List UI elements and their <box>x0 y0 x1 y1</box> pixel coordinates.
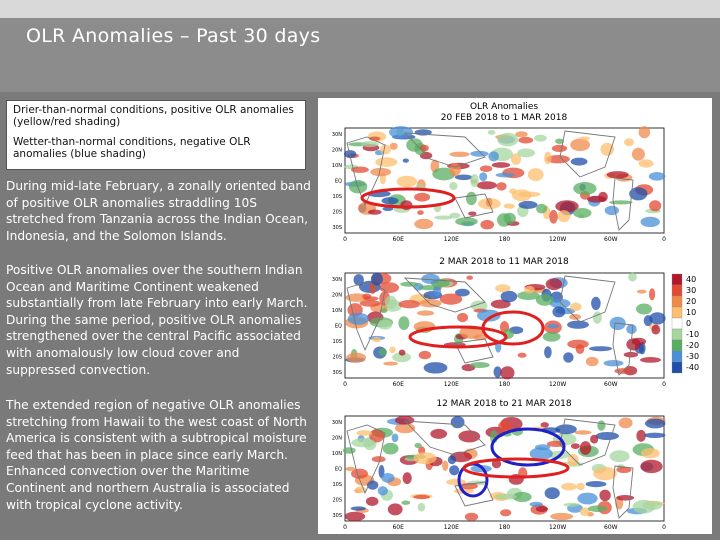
anomaly-shading <box>398 316 409 330</box>
colorbar-swatch <box>672 318 682 329</box>
anomaly-shading <box>642 501 662 510</box>
anomaly-shading <box>591 297 601 310</box>
anomaly-shading <box>645 419 665 429</box>
olr-anomaly-figure <box>318 98 712 534</box>
anomaly-shading <box>557 210 570 222</box>
anomaly-shading <box>345 467 356 471</box>
y-tick-label: EQ <box>334 466 342 473</box>
anomaly-shading <box>392 434 399 443</box>
panel-title: 2 MAR 2018 to 11 MAR 2018 <box>439 257 569 267</box>
anomaly-shading <box>403 472 412 484</box>
anomaly-shading <box>379 282 399 293</box>
x-tick-label: 60W <box>604 524 618 531</box>
anomaly-shading <box>501 291 518 303</box>
anomaly-shading <box>567 321 589 329</box>
x-tick-label: 60E <box>392 524 404 531</box>
colorbar-label: 0 <box>686 319 692 328</box>
x-tick-label: 120E <box>443 236 459 243</box>
anomaly-shading <box>544 346 552 358</box>
anomaly-shading <box>450 152 470 157</box>
anomaly-shading <box>470 174 479 187</box>
colorbar-swatch <box>672 329 682 340</box>
anomaly-shading <box>640 357 661 363</box>
anomaly-shading <box>550 513 573 520</box>
anomaly-shading <box>536 506 548 512</box>
x-tick-label: 120W <box>548 381 567 388</box>
colorbar-label: 20 <box>686 297 697 306</box>
legend-negative-text: Wetter-than-normal conditions, negative OLR anomalies (blue shading) <box>13 136 251 160</box>
anomaly-shading <box>599 490 610 502</box>
anomaly-shading <box>564 503 580 507</box>
anomaly-shading <box>570 302 581 311</box>
anomaly-shading <box>468 212 476 216</box>
anomaly-shading <box>644 315 653 326</box>
anomaly-shading <box>399 350 406 356</box>
anomaly-shading <box>573 182 596 195</box>
anomaly-shading <box>518 137 533 144</box>
colorbar-label: -40 <box>686 363 700 372</box>
paragraph-3: The extended region of negative OLR anomalies stretching from Hawaii to the west coast of North America is consistent with a subtropical moisture feed that has been in place since early March. Enhanced convection over the Maritime Continent and northern Australia is associated with tropical cyclone activity. <box>6 398 308 512</box>
anomaly-shading <box>543 332 561 342</box>
anomaly-shading <box>607 171 629 178</box>
anomaly-shading <box>399 300 421 308</box>
x-tick-label: 60E <box>392 236 404 243</box>
anomaly-shading <box>637 290 647 294</box>
anomaly-shading <box>577 493 597 505</box>
anomaly-shading <box>448 455 456 464</box>
anomaly-shading <box>419 351 431 359</box>
anomaly-shading <box>417 210 424 215</box>
anomaly-shading <box>571 443 580 449</box>
x-tick-label: 180 <box>498 381 511 388</box>
anomaly-shading <box>649 200 661 211</box>
anomaly-shading <box>609 200 633 204</box>
anomaly-shading <box>371 272 383 285</box>
y-tick-label: 10S <box>332 194 342 200</box>
anomaly-shading <box>372 456 386 462</box>
colorbar-swatch <box>672 274 682 285</box>
top-strip <box>0 0 720 18</box>
anomaly-shading <box>649 172 666 181</box>
anomaly-shading <box>649 288 655 300</box>
anomaly-shading <box>570 139 590 152</box>
anomaly-shading <box>356 430 372 436</box>
colorbar-label: 30 <box>686 286 697 295</box>
colorbar-label: -20 <box>686 341 700 350</box>
anomaly-shading <box>545 487 560 499</box>
anomaly-shading <box>518 192 541 198</box>
anomaly-shading <box>547 324 559 329</box>
anomaly-shading <box>596 432 619 440</box>
anomaly-shading <box>619 418 633 429</box>
y-tick-label: 20S <box>332 209 342 216</box>
anomaly-shading <box>466 192 477 206</box>
anomaly-shading <box>433 287 441 297</box>
anomaly-shading <box>575 430 592 434</box>
colorbar-label: -30 <box>686 352 700 361</box>
anomaly-shading <box>449 182 457 190</box>
anomaly-shading <box>639 159 654 167</box>
anomaly-shading <box>362 294 371 300</box>
panel-title: 12 MAR 2018 to 21 MAR 2018 <box>436 399 572 409</box>
anomaly-shading <box>639 126 651 138</box>
x-tick-label: 120W <box>548 524 567 531</box>
anomaly-shading <box>546 278 562 290</box>
anomaly-shading <box>624 138 634 146</box>
anomaly-shading <box>388 503 403 515</box>
anomaly-shading <box>424 362 448 373</box>
map-panel-1 <box>332 113 666 243</box>
anomaly-shading <box>346 353 366 363</box>
anomaly-shading <box>415 443 422 448</box>
colorbar-swatch <box>672 362 682 373</box>
anomaly-shading <box>518 353 527 358</box>
anomaly-shading <box>588 505 607 512</box>
colorbar-swatch <box>672 296 682 307</box>
anomaly-shading <box>470 362 490 368</box>
anomaly-shading <box>389 347 395 354</box>
anomaly-shading <box>528 168 544 181</box>
x-tick-label: 60W <box>604 381 618 388</box>
anomaly-shading <box>466 276 473 280</box>
x-tick-label: 120E <box>443 381 459 388</box>
y-tick-label: 30N <box>331 277 342 283</box>
anomaly-shading <box>549 210 558 224</box>
y-tick-label: 20S <box>332 497 342 504</box>
anomaly-shading <box>616 495 634 501</box>
x-tick-label: 0 <box>662 524 666 531</box>
anomaly-shading <box>401 501 410 505</box>
y-tick-label: 30N <box>331 132 342 138</box>
x-tick-label: 0 <box>343 236 347 243</box>
anomaly-shading <box>495 284 510 292</box>
anomaly-shading <box>628 273 637 282</box>
x-tick-label: 60W <box>604 236 618 243</box>
anomaly-shading <box>380 144 391 154</box>
anomaly-shading <box>640 460 662 473</box>
y-tick-label: 10N <box>331 451 342 457</box>
anomaly-shading <box>397 176 417 188</box>
anomaly-shading <box>449 465 459 475</box>
legend-positive-text: Drier-than-normal conditions, positive OLR anomalies (yellow/red shading) <box>13 104 294 128</box>
anomaly-shading <box>641 448 660 458</box>
anomaly-shading <box>496 182 506 190</box>
anomaly-shading <box>644 433 665 438</box>
paragraph-1: During mid-late February, a zonally oriented band of positive OLR anomalies straddling 10S stretched from Tanzania across the Indian Ocean, Indonesia, and the Solomon Islands. <box>6 179 311 243</box>
anomaly-shading <box>368 210 382 215</box>
anomaly-shading <box>375 157 397 167</box>
anomaly-shading <box>636 304 652 315</box>
anomaly-shading <box>348 313 369 325</box>
colorbar-swatch <box>672 340 682 351</box>
anomaly-shading <box>383 362 398 366</box>
anomaly-shading <box>379 348 387 356</box>
colorbar-swatch <box>672 307 682 318</box>
x-tick-label: 60E <box>392 381 404 388</box>
anomaly-shading <box>587 196 606 203</box>
anomaly-shading <box>488 130 496 135</box>
anomaly-shading <box>576 483 584 490</box>
anomaly-shading <box>477 181 497 189</box>
anomaly-shading <box>576 344 585 354</box>
anomaly-shading <box>626 324 637 334</box>
anomaly-shading <box>417 310 434 315</box>
anomaly-shading <box>385 296 397 309</box>
anomaly-shading <box>515 131 527 137</box>
anomaly-shading <box>343 447 356 454</box>
olr-figure-svg <box>318 98 712 534</box>
anomaly-shading <box>586 357 599 366</box>
x-tick-label: 0 <box>662 381 666 388</box>
anomaly-shading <box>517 148 535 157</box>
anomaly-shading <box>480 165 492 172</box>
anomaly-shading <box>590 435 598 444</box>
anomaly-shading <box>400 200 412 210</box>
anomaly-shading <box>500 509 511 516</box>
anomaly-shading <box>414 452 437 464</box>
anomaly-shading <box>440 294 463 305</box>
map-panel-3 <box>332 399 666 531</box>
slide-title: OLR Anomalies – Past 30 days <box>26 25 321 47</box>
anomaly-shading <box>381 473 394 483</box>
x-tick-label: 120W <box>548 236 567 243</box>
colorbar-label: 40 <box>686 275 697 284</box>
anomaly-shading <box>497 133 518 147</box>
colorbar-label: -10 <box>686 330 700 339</box>
y-tick-label: 10N <box>331 308 342 314</box>
anomaly-shading <box>418 503 426 512</box>
anomaly-shading <box>605 206 619 215</box>
anomaly-shading <box>351 506 366 510</box>
anomaly-shading <box>571 158 588 166</box>
anomaly-shading <box>451 416 465 428</box>
anomaly-shading <box>641 217 660 227</box>
y-tick-label: 30S <box>332 513 342 519</box>
y-tick-label: 10S <box>332 482 342 488</box>
anomaly-shading <box>651 325 660 335</box>
anomaly-shading <box>563 352 573 362</box>
anomaly-shading <box>626 338 641 350</box>
y-tick-label: 20N <box>331 435 342 442</box>
y-tick-label: 10S <box>332 339 342 345</box>
anomaly-shading <box>382 197 399 204</box>
anomaly-shading <box>632 148 645 161</box>
y-tick-label: EQ <box>334 323 342 330</box>
anomaly-shading <box>544 152 551 165</box>
anomaly-shading <box>586 481 607 487</box>
anomaly-shading <box>366 497 379 506</box>
anomaly-shading <box>500 366 514 379</box>
anomaly-shading <box>383 443 399 455</box>
x-tick-label: 180 <box>498 524 511 531</box>
anomaly-shading <box>604 360 624 366</box>
anomaly-shading <box>360 300 381 307</box>
y-tick-label: 10N <box>331 163 342 169</box>
anomaly-shading <box>534 135 547 142</box>
y-tick-label: 30S <box>332 370 342 376</box>
paragraph-2: Positive OLR anomalies over the southern Indian Ocean and Maritime Continent weakened substantially from late February into early March. During the same period, positive OLR anomalies strengthened over the central Pacific associated with anomalously low cloud cover and suppressed convection. <box>6 263 308 377</box>
anomaly-shading <box>351 438 375 447</box>
anomaly-shading <box>593 311 602 323</box>
anomaly-shading <box>504 213 516 224</box>
anomaly-shading <box>536 204 547 214</box>
anomaly-shading <box>524 286 535 293</box>
anomaly-shading <box>377 319 392 329</box>
y-tick-label: 20N <box>331 292 342 299</box>
figure-main-title: OLR Anomalies <box>469 102 539 112</box>
x-tick-label: 180 <box>498 236 511 243</box>
anomaly-shading <box>442 461 448 471</box>
anomaly-shading <box>496 173 515 178</box>
anomaly-shading <box>414 219 433 229</box>
anomaly-shading <box>504 204 515 209</box>
anomaly-shading <box>488 151 499 161</box>
colorbar-swatch <box>672 285 682 296</box>
anomaly-shading <box>593 467 617 481</box>
anomaly-shading <box>403 159 409 163</box>
x-tick-label: 0 <box>343 381 347 388</box>
anomaly-shading <box>479 172 487 181</box>
anomaly-shading <box>370 168 391 177</box>
anomaly-shading <box>372 337 381 342</box>
anomaly-shading <box>354 274 364 286</box>
anomaly-shading <box>509 189 517 194</box>
legend-box <box>6 100 306 170</box>
y-tick-label: 20N <box>331 147 342 154</box>
anomaly-shading <box>480 220 494 230</box>
anomaly-shading <box>580 441 591 455</box>
anomaly-shading <box>492 162 510 168</box>
map-panel-2 <box>332 257 666 388</box>
x-tick-label: 0 <box>343 524 347 531</box>
anomaly-shading <box>449 163 461 176</box>
anomaly-shading <box>465 513 478 521</box>
anomaly-shading <box>573 208 591 218</box>
anomaly-shading <box>455 217 478 225</box>
anomaly-shading <box>610 450 630 462</box>
anomaly-shading <box>413 495 430 499</box>
anomaly-shading <box>561 483 577 491</box>
colorbar-swatch <box>672 351 682 362</box>
x-tick-label: 0 <box>662 236 666 243</box>
y-tick-label: 20S <box>332 354 342 361</box>
anomaly-shading <box>378 486 388 495</box>
anomaly-shading <box>589 346 612 351</box>
anomaly-shading <box>361 141 379 147</box>
y-tick-label: EQ <box>334 178 342 185</box>
colorbar-label: 10 <box>686 308 697 317</box>
anomaly-shading <box>579 137 590 141</box>
panel-title: 20 FEB 2018 to 1 MAR 2018 <box>440 113 568 123</box>
x-tick-label: 120E <box>443 524 459 531</box>
anomaly-shading <box>624 352 638 358</box>
anomaly-shading <box>552 306 565 317</box>
anomaly-shading <box>552 145 567 152</box>
anomaly-shading <box>345 512 366 521</box>
y-tick-label: 30N <box>331 420 342 426</box>
anomaly-shading <box>457 313 468 322</box>
anomaly-shading <box>519 201 538 209</box>
anomaly-shading <box>495 494 517 500</box>
anomaly-shading <box>395 416 414 425</box>
anomaly-shading <box>414 193 430 202</box>
anomaly-shading <box>389 126 413 138</box>
anomaly-shading <box>430 429 447 439</box>
y-tick-label: 30S <box>332 225 342 231</box>
anomaly-shading <box>597 420 605 430</box>
anomaly-shading <box>449 213 460 219</box>
